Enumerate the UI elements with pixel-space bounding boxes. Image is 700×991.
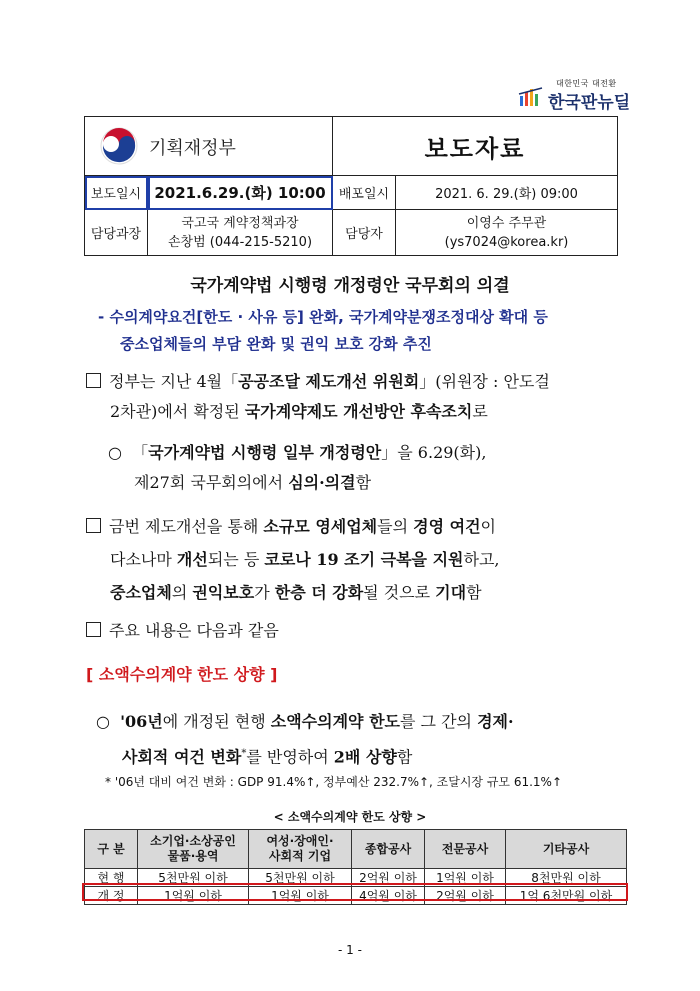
dept-line2: 손창범 (044-215-5210) [167, 234, 313, 250]
p2-text-f: 함 [355, 473, 372, 492]
p5-text-d: 를 그 간의 [399, 712, 478, 731]
subtitle-line1: - 수의계약요건[한도 · 사유 등] 완화, 국가계약분쟁조정대상 확대 등 [98, 308, 548, 326]
p5-text-j: 함 [396, 747, 413, 767]
document-title: 보도자료 [333, 117, 618, 176]
person-line1: 이영수 주무관 [466, 215, 547, 231]
table-caption: < 소액수의계약 한도 상향 > [273, 810, 427, 824]
p3-text-f: 다소나마 [110, 550, 177, 569]
p2-text-a: 「 [132, 443, 149, 462]
table-cell: 1억원 이하 [249, 887, 352, 905]
person-line2: (ys7024@korea.kr) [444, 234, 569, 250]
distribute-label: 배포일시 [333, 176, 396, 210]
paragraph-3 [86, 510, 656, 609]
p1-text-d: 2차관)에서 확정된 [110, 402, 245, 421]
col-header: 기타공사 [506, 830, 627, 869]
p2-text-c: 」을 6.29(화), [381, 443, 487, 462]
p5-text-i: 2배 상향 [333, 747, 397, 767]
p2-text-b: 국가계약법 시행령 일부 개정령안 [148, 443, 382, 462]
checkbox-square-icon [86, 622, 101, 637]
col-header: 소기업·소상공인 물품·용역 [138, 830, 249, 869]
bullet-circle: ○ [96, 712, 110, 731]
col-header: 전문공사 [425, 830, 506, 869]
p3-text-k: 중소업체 [110, 583, 172, 602]
p1-text-e: 국가계약제도 개선방안 후속조치 [244, 402, 473, 421]
table-cell: 2억원 이하 [352, 869, 425, 887]
paragraph-5 [96, 706, 656, 773]
new-deal-icon [518, 86, 544, 108]
p5-text-c: 소액수의계약 한도 [270, 712, 400, 731]
paragraph-2 [108, 438, 648, 498]
brand-name: 한국판뉴딜 [548, 93, 631, 113]
footnote: * '06년 대비 여건 변화 : GDP 91.4%↑, 정부예산 232.7%↑, 조달시장 규모 61.1%↑ [105, 775, 563, 789]
ministry-name: 기획재정부 [149, 138, 236, 159]
table-cell: 1억원 이하 [425, 869, 506, 887]
person-info [396, 210, 618, 256]
p1-text-f: 로 [472, 402, 488, 421]
p3-text-o: 한층 더 강화 [274, 583, 364, 602]
dept-line1: 국고국 계약정책과장 [181, 215, 299, 231]
p5-text-b: 에 개정된 현행 [162, 712, 271, 731]
table-cell: 1억원 이하 [138, 887, 249, 905]
p3-text-l: 의 [171, 583, 193, 602]
p1-text-a: 정부는 지난 4월「 [109, 372, 239, 391]
dept-label: 담당과장 [85, 210, 148, 256]
p4-text: 주요 내용은 다음과 같음 [109, 621, 279, 640]
paragraph-1 [86, 367, 646, 427]
table-cell: 개 정 [85, 887, 138, 905]
p2-text-e: 심의·의결 [288, 473, 356, 492]
table-cell: 4억원 이하 [352, 887, 425, 905]
p2-text-d: 제27회 국무회의에서 [134, 473, 289, 492]
press-release-header [84, 116, 618, 256]
p3-text-m: 권익보호 [192, 583, 255, 602]
table-header-row [85, 830, 627, 869]
p5-text-e: 경제· [477, 712, 514, 731]
paragraph-4 [86, 616, 279, 646]
table-cell: 1억 6천만원 이하 [506, 887, 627, 905]
checkbox-square-icon [86, 518, 101, 533]
p3-text-h: 되는 등 [207, 550, 265, 569]
p3-text-q: 기대 [435, 583, 467, 602]
col-header: 여성·장애인· 사회적 기업 [249, 830, 352, 869]
p3-text-r: 함 [466, 583, 482, 602]
dept-info [148, 210, 333, 256]
p5-text-h: 를 반영하여 [246, 747, 334, 767]
p3-text-i: 코로나 19 조기 극복을 지원 [264, 550, 464, 569]
p3-text-c: 들의 [377, 517, 414, 536]
page-number: - 1 - [338, 943, 362, 957]
brand-tagline: 대한민국 대전환 [556, 79, 617, 88]
p5-text-f: 사회적 여건 변화 [122, 747, 242, 767]
table-cell: 현 행 [85, 869, 138, 887]
p3-text-g: 개선 [176, 550, 208, 569]
headline: 국가계약법 시행령 개정령안 국무회의 의결 [190, 276, 510, 296]
korean-new-deal-logo [518, 78, 668, 114]
p1-text-c: 」(위원장 : 안도걸 [419, 372, 550, 391]
p5-text-a: '06년 [120, 712, 163, 731]
ministry-logo-cell [85, 117, 333, 176]
p3-text-b: 소규모 영세업체 [263, 517, 378, 536]
col-header: 종합공사 [352, 830, 425, 869]
release-label: 보도일시 [85, 176, 148, 210]
taegeuk-emblem-icon [99, 126, 139, 166]
distribute-value: 2021. 6. 29.(화) 09:00 [396, 176, 618, 210]
p3-text-d: 경영 여건 [413, 517, 481, 536]
person-label: 담당자 [333, 210, 396, 256]
bullet-circle: ○ [108, 443, 122, 462]
table-cell: 2억원 이하 [425, 887, 506, 905]
p3-text-n: 가 [254, 583, 275, 602]
p3-text-a: 금번 제도개선을 통해 [109, 517, 264, 536]
col-header: 구 분 [85, 830, 138, 869]
p1-text-b: 공공조달 제도개선 위원회 [238, 372, 420, 391]
checkbox-square-icon [86, 373, 101, 388]
p3-text-e: 이 [480, 517, 497, 536]
section-title: [ 소액수의계약 한도 상향 ] [86, 665, 278, 684]
release-value: 2021.6.29.(화) 10:00 [148, 176, 333, 210]
p5-footnote-mark: * [241, 748, 247, 759]
table-cell: 5천만원 이하 [249, 869, 352, 887]
table-cell: 8천만원 이하 [506, 869, 627, 887]
p3-text-j: 하고, [463, 550, 500, 569]
subtitle-line2: 중소업체들의 부담 완화 및 권익 보호 강화 추진 [120, 335, 432, 353]
highlight-revised-row [82, 883, 628, 901]
table-cell: 5천만원 이하 [138, 869, 249, 887]
p3-text-p: 될 것으로 [363, 583, 436, 602]
